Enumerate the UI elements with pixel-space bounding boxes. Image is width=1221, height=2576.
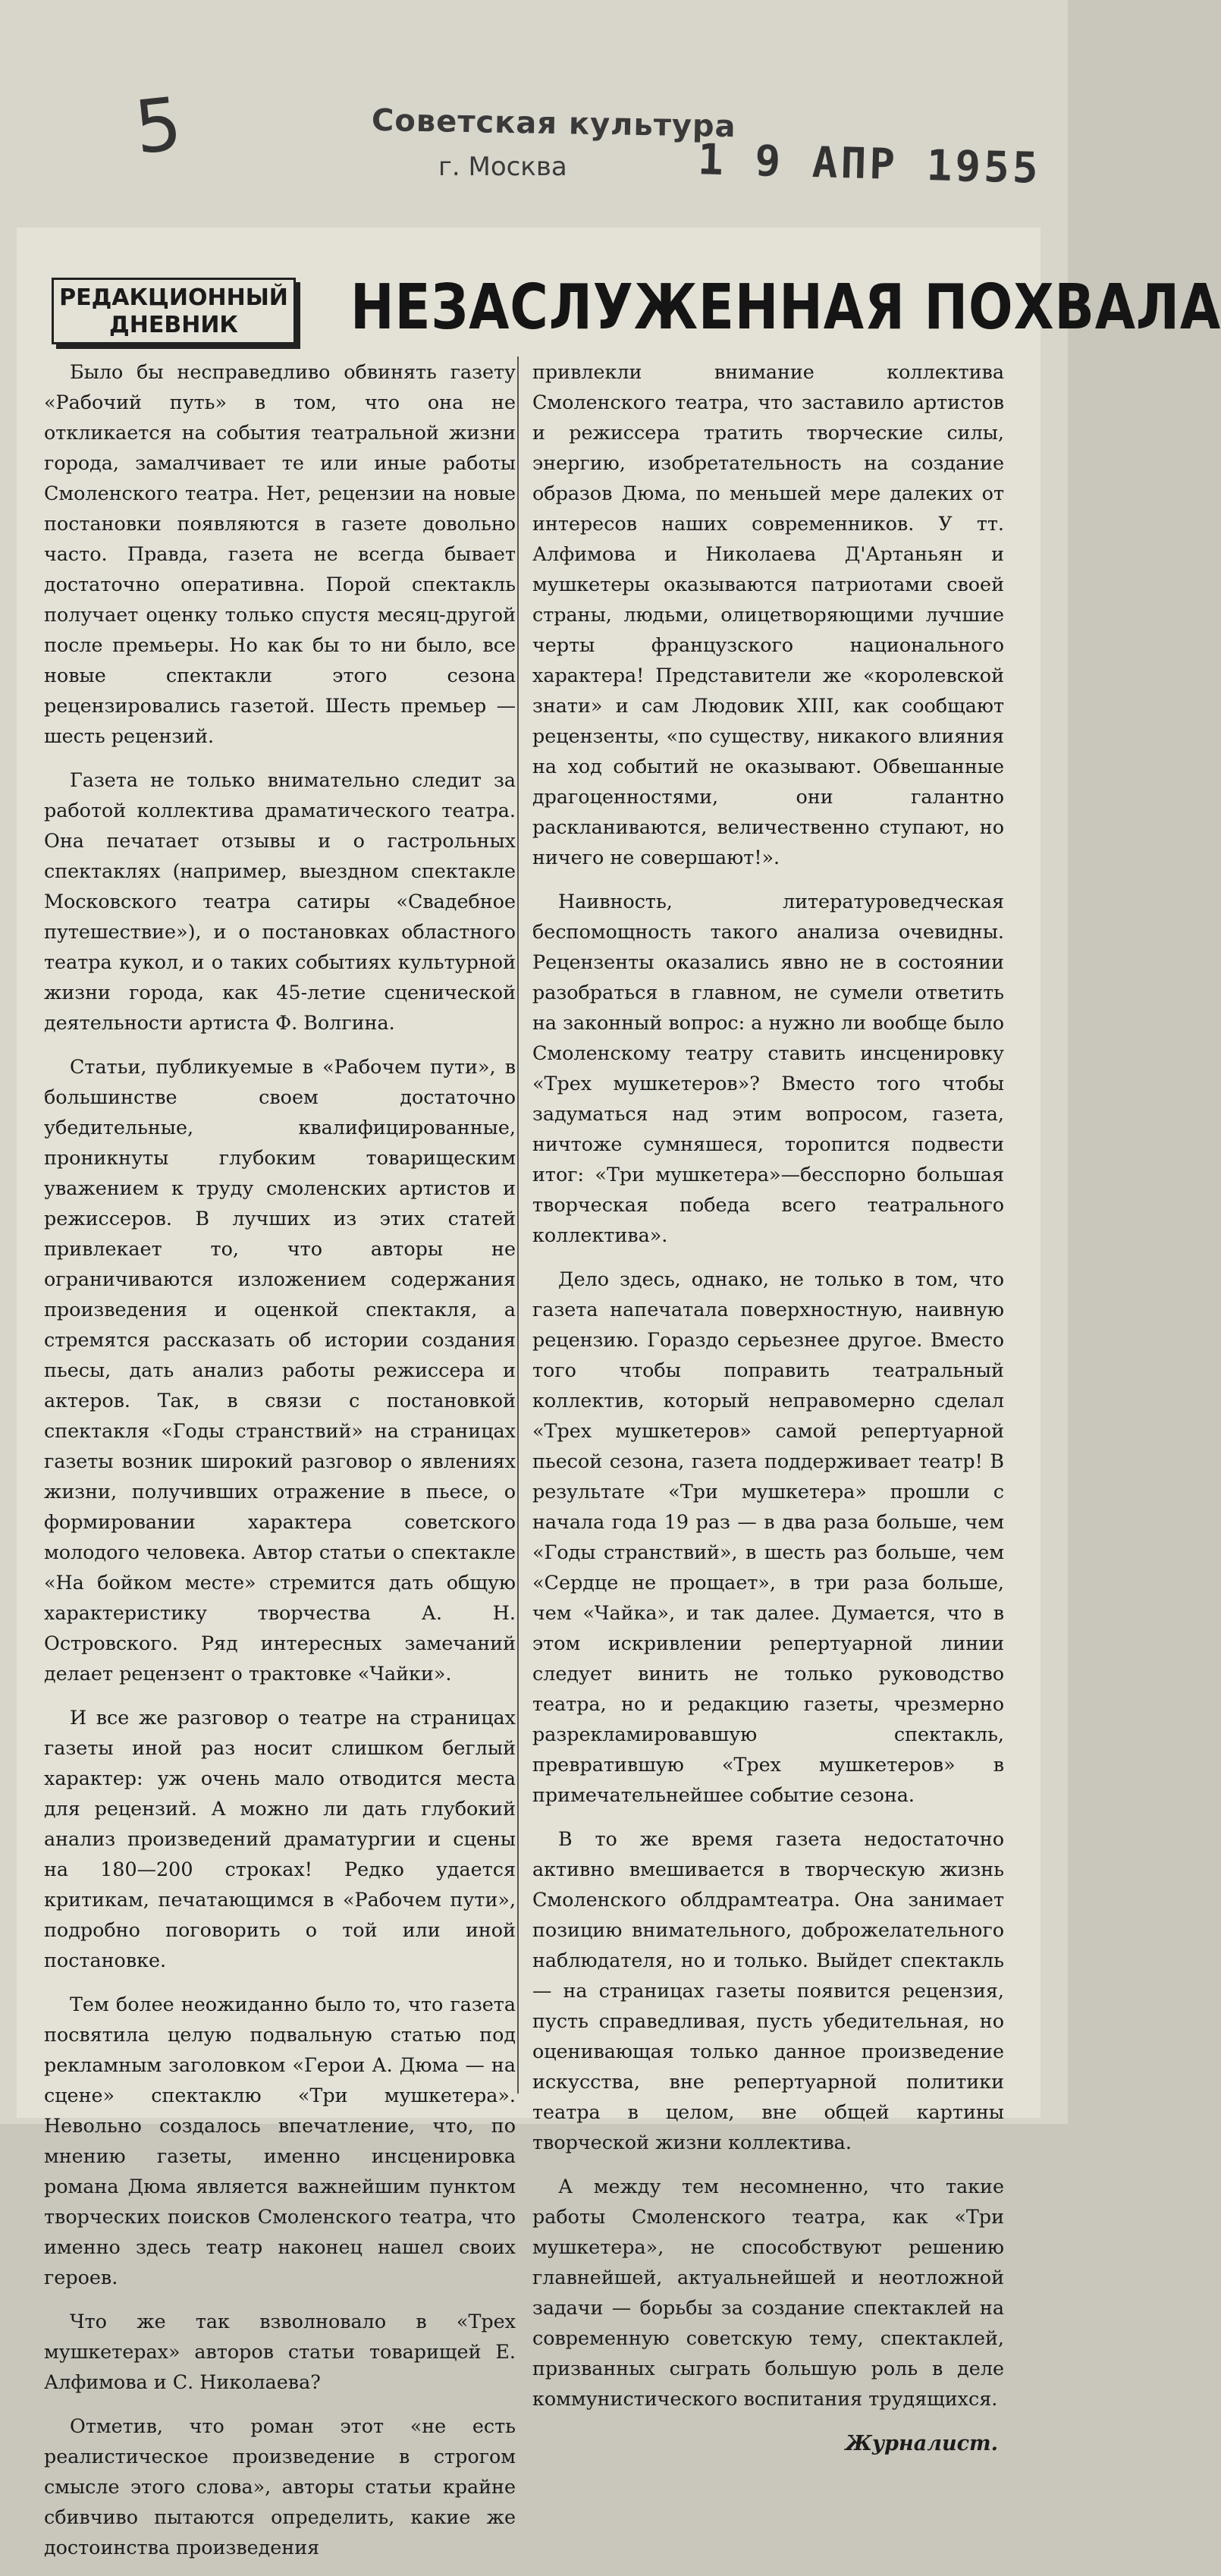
column-divider	[517, 357, 519, 2094]
rubric-line-2: ДНЕВНИК	[109, 312, 238, 338]
paragraph: Было бы несправедливо обвинять газету «Рабочий путь» в том, что она не откликается на события театральной жизни города, замалчивает те или иные работы Смоленского театра. Нет, рецензии на новые постановки появляются в газете довольно часто. Правда, газета не всегда бывает достаточно оперативна. Порой спектакль получает оценку только спустя месяц-другой после премьеры. Но как бы то ни было, все новые спектакли этого сезона рецензировались газетой. Шесть премьер — шесть рецензий.	[44, 360, 516, 747]
stamp-date: 1 9 АПР 1955	[697, 135, 1042, 193]
paragraph: привлекли внимание коллектива Смоленского театра, что заставило артистов и режиссера тратить творческие силы, энергию, изобретательность на создание образов Дюма, по меньшей мере далеких от интересов наших современников. У тт. Алфимова и Николаева Д'Артаньян и мушкетеры оказываются патриотами своей страны, людьми, олицетворяющими лучшие черты французского национального характера! Представители же «королевской знати» и сам Людовик XIII, как сообщают рецензенты, «по существу, никакого влияния на ход событий не оказывают. Обвешанные драгоценностями, они галантно раскланиваются, величественно ступают, но ничего не совершают!».	[532, 360, 1004, 869]
paragraph: Тем более неожиданно было то, что газета посвятила целую подвальную статью под рекламным заголовком «Герои А. Дюма — на сцене» спектаклю «Три мушкетера». Невольно создалось впечатление, что, по мнению газеты, именно инсценировка романа Дюма является важнейшим пунктом творческих поисков Смоленского театра, что именно здесь театр наконец нашел своих героев.	[44, 1993, 516, 2289]
paragraph: В то же время газета недостаточно активно вмешивается в творческую жизнь Смоленского облдрамтеатра. Она занимает позицию внимательного, доброжелательного наблюдателя, но и только. Выйдет спектакль — на страницах газеты появится рецензия, пусть справедливая, пусть убедительная, но оценивающая только данное произведение искусства, вне репертуарной политики театра в целом, вне общей картины творческой жизни коллектива.	[532, 1827, 1004, 2153]
handwritten-number: 5	[130, 81, 186, 171]
paragraph: А между тем несомненно, что такие работы Смоленского театра, как «Три мушкетера», не способствуют решению главнейшей, актуальнейшей и неотложной задачи — борьбы за создание спектаклей на современную советскую тему, спектаклей, призванных сыграть большую роль в деле коммунистического воспитания трудящихся.	[532, 2175, 1004, 2410]
rubric-line-1: РЕДАКЦИОННЫЙ	[59, 284, 288, 311]
rubric-box	[52, 278, 296, 344]
article-headline: НЕЗАСЛУЖЕННАЯ ПОХВАЛА	[350, 272, 1221, 344]
paragraph: Что же так взволновало в «Трех мушкетерах» авторов статьи товарищей Е. Алфимова и С. Николаева?	[44, 2310, 516, 2393]
paragraph: Наивность, литературоведческая беспомощность такого анализа очевидны. Рецензенты оказались явно не в состоянии разобраться в главном, не сумели ответить на законный вопрос: а нужно ли вообще было Смоленскому театру ставить инсценировку «Трех мушкетеров»? Вместо того чтобы задуматься над этим вопросом, газета, ничтоже сумняшеся, торопится подвести итог: «Три мушкетера»—бесспорно большая творческая победа всего театрального коллектива».	[532, 890, 1004, 1246]
author-signature: Журналист.	[845, 2432, 998, 2455]
stamp-publication: Советская культура	[371, 102, 736, 145]
paragraph: Газета не только внимательно следит за работой коллектива драматического театра. Она печатает отзывы и о гастрольных спектаклях (например, выездном спектакле Московского театра сатиры «Свадебное путешествие»), и о постановках областного театра кукол, и о таких событиях культурной жизни города, как 45-летие сценической деятельности артиста Ф. Волгина.	[44, 768, 516, 1034]
paragraph: Статьи, публикуемые в «Рабочем пути», в большинстве своем достаточно убедительные, квалифицированные, проникнуты глубоким товарищеским уважением к труду смоленских артистов и режиссеров. В лучших из этих статей привлекает то, что авторы не ограничиваются изложением содержания произведения и оценкой спектакля, а стремятся рассказать об истории создания пьесы, дать анализ работы режиссера и актеров. Так, в связи с постановкой спектакля «Годы странствий» на страницах газеты возник широкий разговор о явлениях жизни, получивших отражение в пьесе, о формировании характера советского молодого человека. Автор статьи о спектакле «На бойком месте» стремится дать общую характеристику творчества А. Н. Островского. Ряд интересных замечаний делает рецензент о трактовке «Чайки».	[44, 1055, 516, 1685]
paragraph: Отметив, что роман этот «не есть реалистическое произведение в строгом смысле этого слова», авторы статьи крайне сбивчиво пытаются определить, какие же достоинства произведения	[44, 2414, 516, 2559]
stamp-city: г. Москва	[438, 152, 567, 182]
article-column-right	[532, 357, 1004, 2459]
article-column-left	[44, 357, 516, 2576]
paragraph: Дело здесь, однако, не только в том, что газета напечатала поверхностную, наивную рецензию. Гораздо серьезнее другое. Вместо того чтобы поправить театральный коллектив, который неправомерно сделал «Трех мушкетеров» самой репертуарной пьесой сезона, газета поддерживает театр! В результате «Три мушкетера» прошли с начала года 19 раз — в два раза больше, чем «Годы странствий», в шесть раз больше, чем «Сердце не прощает», в три раза больше, чем «Чайка», и так далее. Думается, что в этом искривлении репертуарной линии следует винить не только руководство театра, но и редакцию газеты, чрезмерно разрекламировавшую спектакль, превратившую «Трех мушкетеров» в примечательнейшее событие сезона.	[532, 1268, 1004, 1806]
paragraph: И все же разговор о театре на страницах газеты иной раз носит слишком беглый характер: уж очень мало отводится места для рецензий. А можно ли дать глубокий анализ произведений драматургии и сцены на 180—200 строках! Редко удается критикам, печатающимся в «Рабочем пути», подробно поговорить о той или иной постановке.	[44, 1706, 516, 1971]
